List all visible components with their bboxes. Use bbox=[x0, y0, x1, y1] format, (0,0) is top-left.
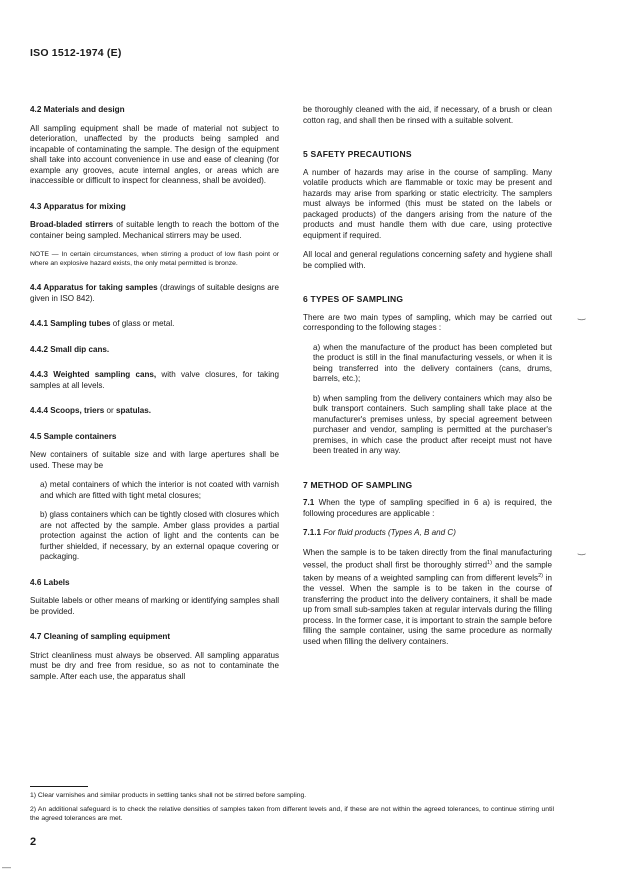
scan-mark: ‿ bbox=[578, 310, 586, 320]
section-7-1-1-text-part3: in the vessel. When the sample is to be taken in the course of transferring the product into the delivery containers, it shall be made up from small sub-samples taken at regular intervals during the filling process. In the former case, it is important to strain the sample before filling the sample container, using the same procedure as normally used when filling the delivery containers. bbox=[303, 573, 552, 646]
section-4-4 bbox=[30, 283, 279, 304]
section-7-1-1-text-part2: and the sample taken by means of a weighted sampling can from different levels bbox=[303, 560, 553, 583]
section-4-7-continued: be thoroughly cleaned with the aid, if necessary, of a brush or clean cotton rag, and shall then be rinsed with a suitable solvent. bbox=[303, 105, 552, 125]
section-5-heading: 5 SAFETY PRECAUTIONS bbox=[303, 149, 412, 159]
page-number: 2 bbox=[30, 836, 37, 848]
section-6-item-a: a) when the manufacture of the product has been completed but the product is still in the final manufacturing vessels, or when it is being transferred into the delivery containers (cans, drums, barrels, etc.); bbox=[313, 342, 552, 383]
section-6-text: There are two main types of sampling, which may be carried out corresponding to the following stages : bbox=[303, 312, 552, 332]
section-4-4-4-heading2: spatulas. bbox=[115, 406, 152, 416]
section-5-text-1: A number of hazards may arise in the course of sampling. Many volatile products which are flammable or toxic may be present and hazards may arise from sparking or static electricity. The samplers must always be informed (this must be stated on the labels or packaged products) of the dangers arising from the nature of the products and must handle them with due care, using protective equipment if required. bbox=[303, 167, 552, 240]
section-4-4-3-heading: 4.4.3 Weighted sampling cans, bbox=[30, 370, 157, 380]
section-7-1-1-title: For fluid products (Types A, B and C) bbox=[321, 528, 456, 537]
section-7-1-text: When the type of sampling specified in 6 a) is required, the following procedures are applicable : bbox=[303, 498, 552, 518]
section-5-text-2: All local and general regulations concerning safety and hygiene shall be complied with. bbox=[303, 250, 552, 270]
section-4-7-heading: 4.7 Cleaning of sampling equipment bbox=[30, 632, 171, 642]
section-4-5-item-b: b) glass containers which can be tightly closed with closures which are not affected by the sample. Amber glass provides a partial protection against the action of light and the contents can be further shielded, if necessary, by an external opaque covering or packaging. bbox=[40, 510, 279, 562]
section-4-3-note: NOTE — In certain circumstances, when stirring a product of low flash point or where an explosive hazard exists, the only metal permitted is bronze. bbox=[30, 251, 279, 268]
section-4-6-text: Suitable labels or other means of marking or identifying samples shall be provided. bbox=[30, 596, 279, 616]
section-4-4-text: (drawings of suitable designs are given in ISO 842). bbox=[30, 283, 279, 303]
document-header: ISO 1512-1974 (E) bbox=[30, 47, 122, 59]
section-4-4-3 bbox=[30, 370, 279, 391]
scan-mark: — bbox=[2, 862, 11, 872]
section-4-2-text: All sampling equipment shall be made of material not subject to deterioration, unaffected by the products being sampled and incapable of contaminating the sample. The design of the equipment shall take into account convenience in use and ease of cleaning (for example any grooves, acute internal angles, or areas which are inaccessible or difficult to inspect for cleanness, shall be avoided). bbox=[30, 123, 279, 185]
section-6-heading: 6 TYPES OF SAMPLING bbox=[303, 294, 404, 304]
section-4-4-1-text: of glass or metal. bbox=[110, 319, 175, 329]
section-7-1-1-heading bbox=[303, 528, 552, 539]
section-4-5-heading: 4.5 Sample containers bbox=[30, 431, 117, 441]
section-4-4-4 bbox=[30, 406, 279, 417]
footnote-rule bbox=[30, 786, 88, 787]
section-4-4-1-heading: 4.4.1 Sampling tubes bbox=[30, 319, 111, 329]
scan-mark: ‿ bbox=[578, 545, 586, 555]
section-4-3-heading: 4.3 Apparatus for mixing bbox=[30, 201, 126, 211]
section-7-heading: 7 METHOD OF SAMPLING bbox=[303, 479, 413, 490]
section-7-1-number: 7.1 bbox=[303, 498, 315, 507]
section-4-7-text: Strict cleanliness must always be observed. All sampling apparatus must be dry and free from residue, so as not to contaminate the sample. After each use, the apparatus shall bbox=[30, 650, 279, 681]
section-4-4-2-heading: 4.4.2 Small dip cans. bbox=[30, 344, 110, 354]
section-4-4-3-text: with valve closures, for taking samples at all levels. bbox=[30, 370, 279, 390]
left-column bbox=[30, 105, 279, 691]
section-7-1-1-number: 7.1.1 bbox=[303, 528, 322, 537]
section-7-1 bbox=[303, 498, 552, 519]
section-6-item-b: b) when sampling from the delivery containers which may also be bulk transport containers. Such sampling shall take place at the manufacturer's premises unless, by special agreement between purchaser and vendor, sampling is permitted at the purchaser's premises, in which case the product after receipt must not have been treated in any way. bbox=[313, 393, 552, 455]
section-4-5-text: New containers of suitable size and with large apertures shall be used. These may be bbox=[30, 450, 279, 470]
section-4-4-heading: 4.4 Apparatus for taking samples bbox=[30, 283, 158, 293]
section-4-4-2 bbox=[30, 345, 279, 356]
footnote-1: 1) Clear varnishes and similar products in settling tanks shall not be stirred before sampling. bbox=[30, 792, 307, 799]
footnote-ref-1: 1) bbox=[487, 560, 492, 566]
footnote-ref-2: 2) bbox=[538, 573, 543, 580]
section-4-4-1 bbox=[30, 319, 279, 330]
section-4-2-heading: 4.2 Materials and design bbox=[30, 105, 125, 114]
section-4-6-heading: 4.6 Labels bbox=[30, 577, 70, 587]
section-7-1-1-text bbox=[303, 548, 552, 648]
section-4-3-text bbox=[30, 220, 279, 241]
section-4-5-item-a: a) metal containers of which the interior is not coated with varnish and which are fitted with tight metal closures; bbox=[40, 480, 279, 500]
section-7-1-1-text-part1: When the sample is to be taken directly from the final manufacturing vessel, the product shall first be thoroughly stirred bbox=[303, 547, 552, 570]
section-4-4-4-heading: 4.4.4 Scoops, triers bbox=[30, 406, 105, 416]
section-4-3-bold: Broad-bladed stirrers bbox=[30, 220, 114, 229]
section-4-4-4-or: or bbox=[104, 406, 116, 416]
right-column bbox=[303, 105, 552, 656]
footnote-2: 2) An additional safeguard is to check the relative densities of samples taken from different levels and, if these are not within the agreed tolerances, to continue stirring until the agreed tolerances are met. bbox=[30, 806, 554, 822]
section-4-3-rest: of suitable length to reach the bottom of the container being sampled. Mechanical stirrers may be used. bbox=[30, 220, 279, 240]
